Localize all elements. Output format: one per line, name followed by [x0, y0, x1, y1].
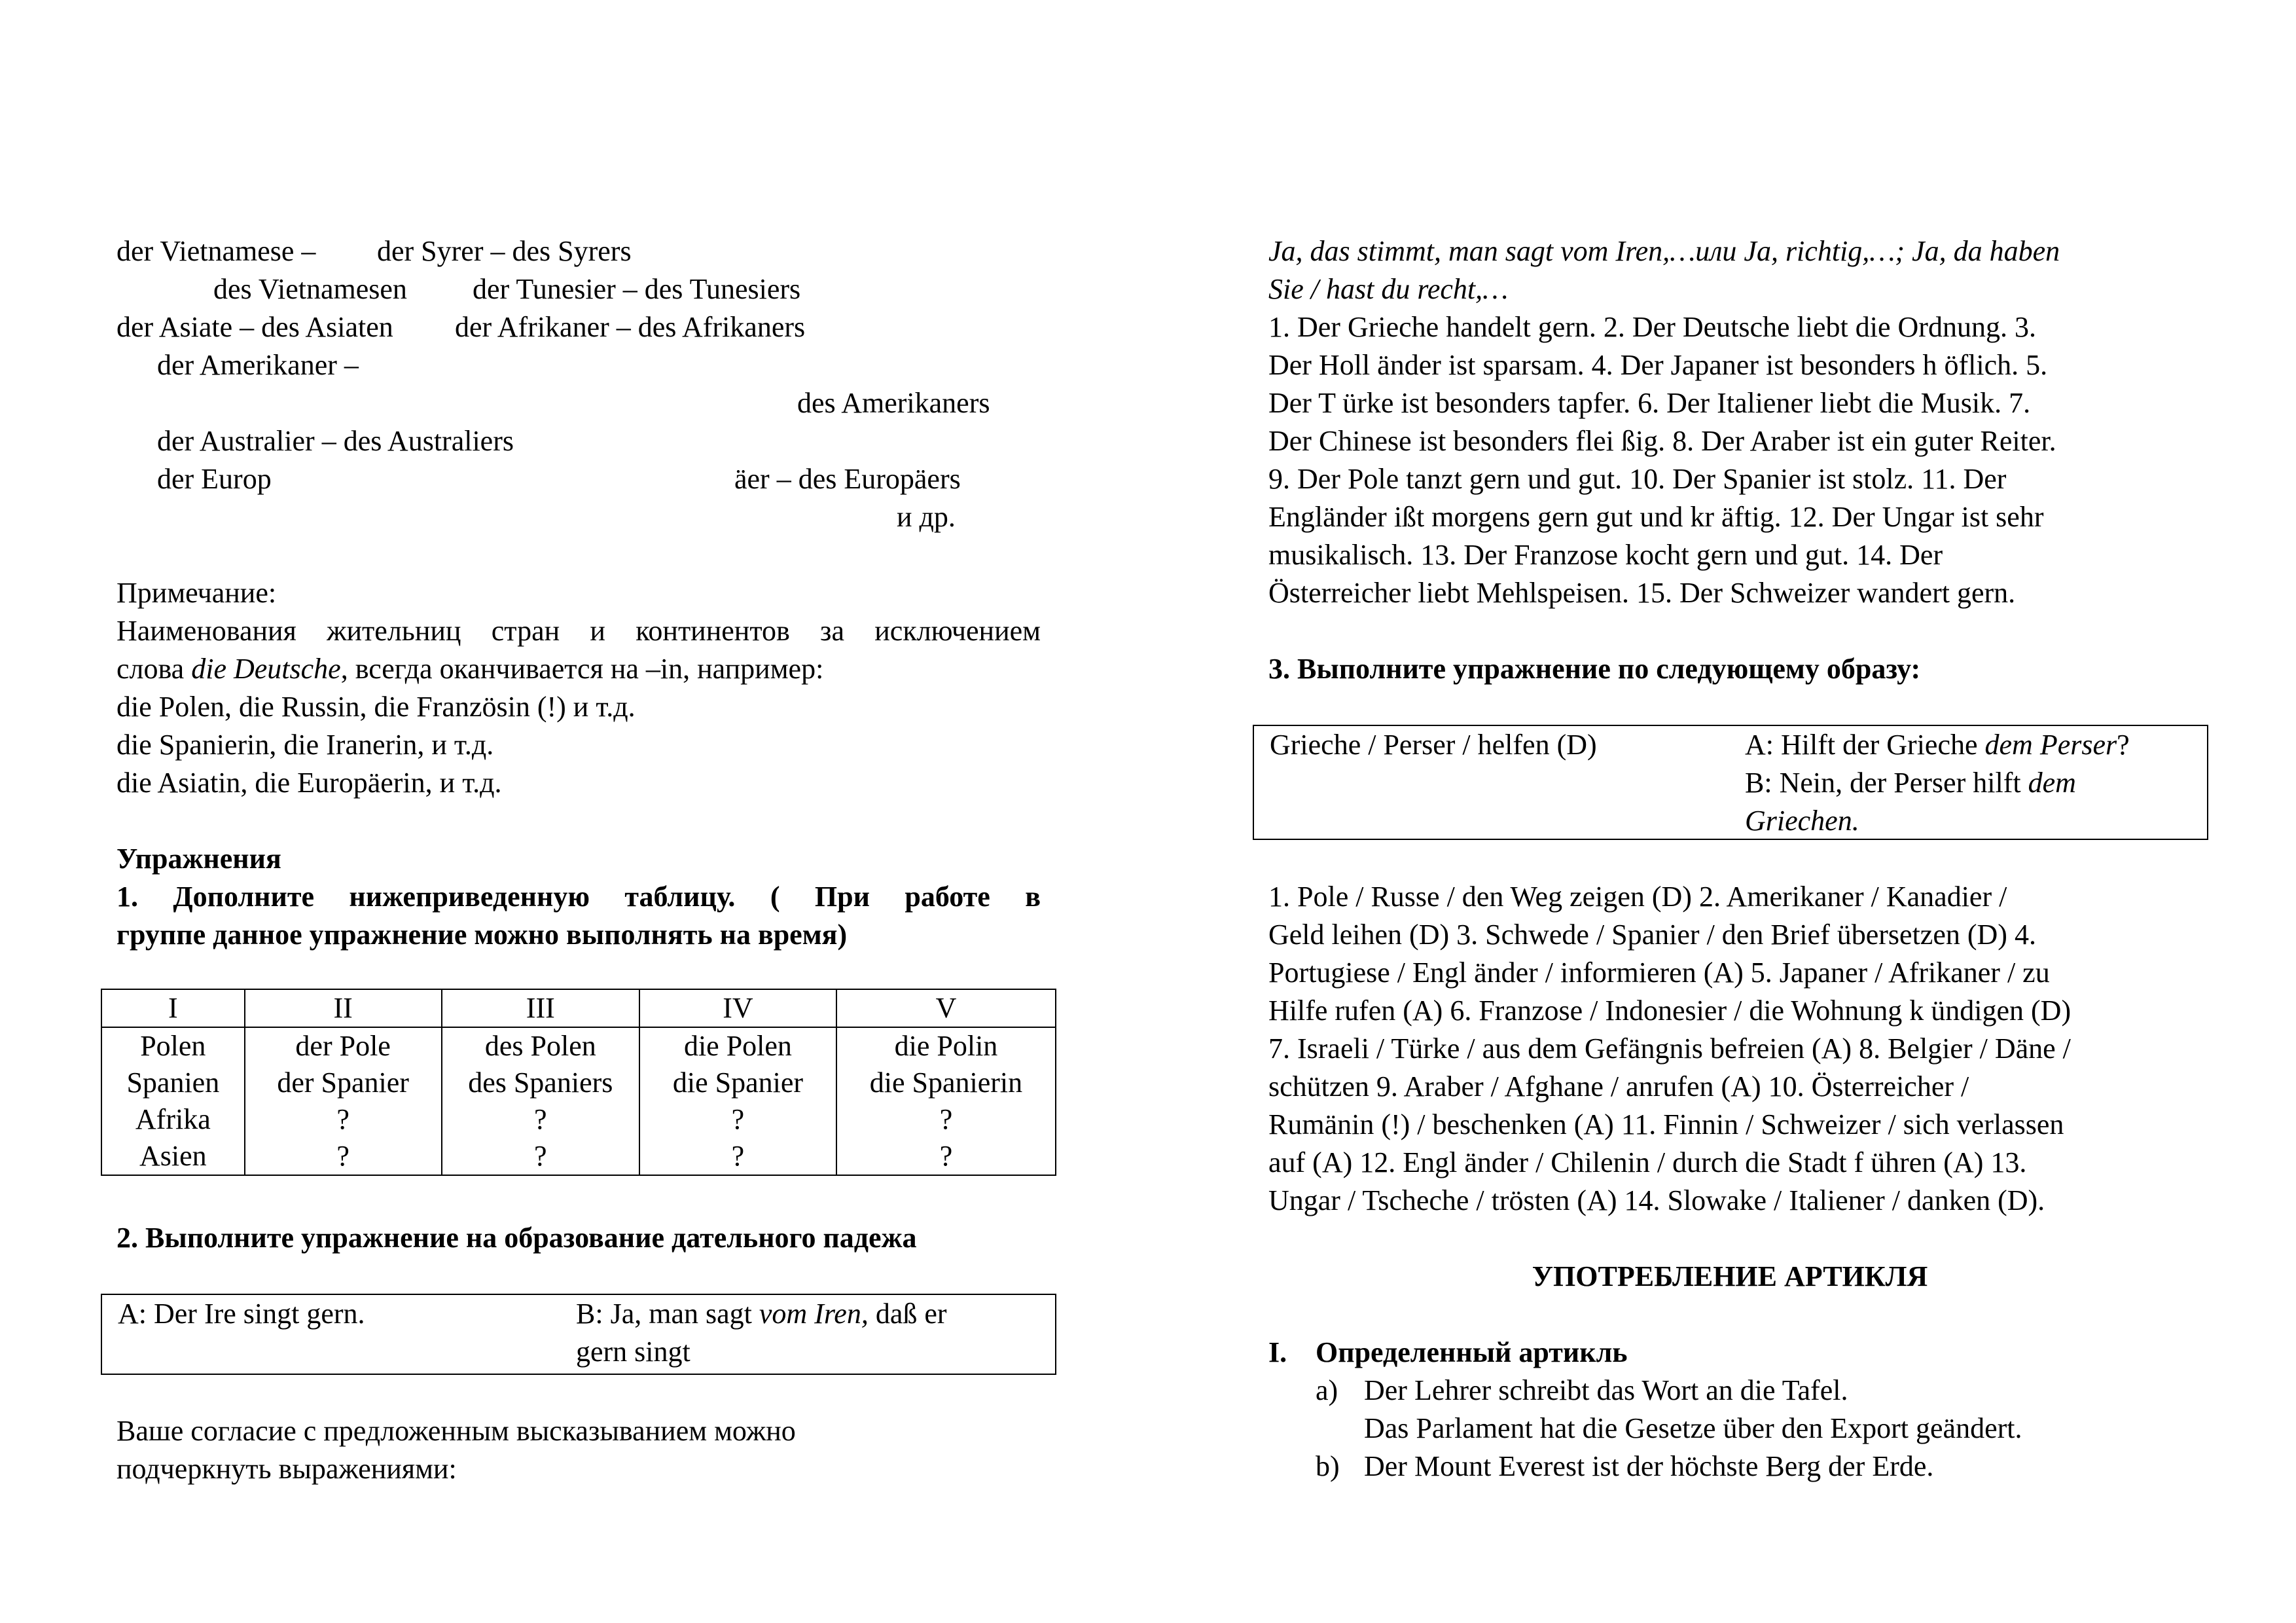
exercise-3-line: 1. Pole / Russe / den Weg zeigen (D) 2. Amerikaner / Kanadier /: [1268, 881, 2007, 913]
exercise-1-title-cont: группе данное упражнение можно выполнять на время): [117, 919, 848, 951]
agree-line: Ваше согласие с предложенным высказыванием можно: [117, 1415, 796, 1447]
example-words: Grieche / Perser / helfen (D): [1270, 729, 1597, 761]
declension-line: des Amerikaners: [797, 387, 990, 419]
exercise-1-title: 1. Дополните нижеприведенную таблицу. ( При работе в: [117, 881, 1041, 913]
example-a: A: Der Ire singt gern.: [118, 1298, 365, 1330]
countries-table: [101, 989, 1056, 1176]
left-page: [117, 0, 1041, 1623]
declension-line: der Australier – des Australiers: [157, 425, 514, 457]
section-title: Определенный артикль: [1316, 1336, 1628, 1368]
item-marker: a): [1316, 1374, 1338, 1406]
section-heading: УПОТРЕБЛЕНИЕ АРТИКЛЯ: [1532, 1260, 1928, 1292]
declension-line: der Asiate – des Asiaten: [117, 311, 393, 343]
exercise-3-line: Geld leihen (D) 3. Schwede / Spanier / den Brief übersetzen (D) 4.: [1268, 919, 2036, 951]
agree-line: подчеркнуть выражениями:: [117, 1453, 457, 1485]
table-header: I: [101, 989, 245, 1027]
declension-line: der Tunesier – des Tunesiers: [473, 273, 801, 305]
exercise-3-line: auf (A) 12. Engl änder / Chilenin / durch die Stadt f ühren (A) 13.: [1268, 1146, 2027, 1178]
section-number: I.: [1268, 1336, 1287, 1368]
exercise-3-line: Ungar / Tscheche / trösten (A) 14. Slowake / Italiener / danken (D).: [1268, 1184, 2045, 1216]
declension-line: der Amerikaner –: [157, 349, 359, 381]
exercise-3-title: 3. Выполните упражнение по следующему образу:: [1268, 653, 1921, 685]
declension-line: der Afrikaner – des Afrikaners: [455, 311, 806, 343]
exercise-2-line: Österreicher liebt Mehlspeisen. 15. Der Schweizer wandert gern.: [1268, 577, 2016, 609]
example-box: [101, 1294, 1056, 1375]
table-header: IV: [639, 989, 836, 1027]
example-b: B: Ja, man sagt vom Iren, daß er: [576, 1298, 947, 1330]
exercise-2-line: Engländer ißt morgens gern gut und kr äftig. 12. Der Ungar ist sehr: [1268, 501, 2044, 533]
exercise-2-line: Der Chinese ist besonders flei ßig. 8. Der Araber ist ein guter Reiter.: [1268, 425, 2056, 457]
item-marker: b): [1316, 1450, 1340, 1482]
declension-line: äer – des Europäers: [734, 463, 961, 495]
example-box: [1253, 725, 2208, 840]
table-cell: die Polen die Spanier ? ?: [639, 1027, 836, 1175]
table-header: II: [245, 989, 442, 1027]
item-text: Der Lehrer schreibt das Wort an die Tafel.: [1364, 1374, 1848, 1406]
item-text: Das Parlament hat die Gesetze über den Export geändert.: [1364, 1412, 2022, 1444]
right-page: [1268, 0, 2191, 1623]
exercise-2-line: musikalisch. 13. Der Franzose kocht gern und gut. 14. Der: [1268, 539, 1943, 571]
exercise-2-line: Der Holl änder ist sparsam. 4. Der Japaner ist besonders h öflich. 5.: [1268, 349, 2048, 381]
table-header: III: [442, 989, 639, 1027]
exercise-3-line: Rumänin (!) / beschenken (A) 11. Finnin / Schweizer / sich verlassen: [1268, 1108, 2064, 1140]
intro-line: Ja, das stimmt, man sagt vom Iren,…или Ja, richtig,…; Ja, da haben: [1268, 235, 2060, 267]
table-cell: die Polin die Spanierin ? ?: [836, 1027, 1056, 1175]
example-b-cont: gern singt: [576, 1336, 691, 1368]
note-title: Примечание:: [117, 577, 277, 609]
table-header: V: [836, 989, 1056, 1027]
note-line: die Spanierin, die Iranerin, и т.д.: [117, 729, 494, 761]
exercise-3-line: Hilfe rufen (A) 6. Franzose / Indonesier / die Wohnung k ündigen (D): [1268, 994, 2072, 1027]
intro-line: Sie / hast du recht,…: [1268, 273, 1509, 305]
exercises-title: Упражнения: [117, 843, 281, 875]
table-cell: des Polen des Spaniers ? ?: [442, 1027, 639, 1175]
item-text: Der Mount Everest ist der höchste Berg der Erde.: [1364, 1450, 1934, 1482]
example-b-cont: Griechen.: [1745, 805, 1859, 837]
note-line: Наименования жительниц стран и континентов за исключением: [117, 615, 1041, 647]
note-line: слова die Deutsche, всегда оканчивается на –in, например:: [117, 653, 824, 685]
table-cell: der Pole der Spanier ? ?: [245, 1027, 442, 1175]
note-line: die Asiatin, die Europäerin, и т.д.: [117, 767, 502, 799]
exercise-2-line: Der T ürke ist besonders tapfer. 6. Der Italiener liebt die Musik. 7.: [1268, 387, 2031, 419]
declension-line: der Syrer – des Syrers: [377, 235, 632, 267]
exercise-3-line: schützen 9. Araber / Afghane / anrufen (A) 10. Österreicher /: [1268, 1070, 1969, 1103]
declension-line: der Europ: [157, 463, 272, 495]
declension-line: и др.: [897, 501, 956, 533]
declension-line: des Vietnamesen: [213, 273, 407, 305]
exercise-3-line: Portugiese / Engl änder / informieren (A) 5. Japaner / Afrikaner / zu: [1268, 957, 2050, 989]
exercise-2-line: 1. Der Grieche handelt gern. 2. Der Deutsche liebt die Ordnung. 3.: [1268, 311, 2036, 343]
example-a: A: Hilft der Grieche dem Perser?: [1745, 729, 2130, 761]
exercise-3-line: 7. Israeli / Türke / aus dem Gefängnis befreien (A) 8. Belgier / Däne /: [1268, 1032, 2071, 1065]
note-line: die Polen, die Russin, die Französin (!) и т.д.: [117, 691, 636, 723]
example-b: B: Nein, der Perser hilft dem: [1745, 767, 2076, 799]
declension-line: der Vietnamese –: [117, 235, 316, 267]
exercise-2-title: 2. Выполните упражнение на образование дательного падежа: [117, 1222, 917, 1254]
table-cell: Polen Spanien Afrika Asien: [101, 1027, 245, 1175]
exercise-2-line: 9. Der Pole tanzt gern und gut. 10. Der Spanier ist stolz. 11. Der: [1268, 463, 2007, 495]
